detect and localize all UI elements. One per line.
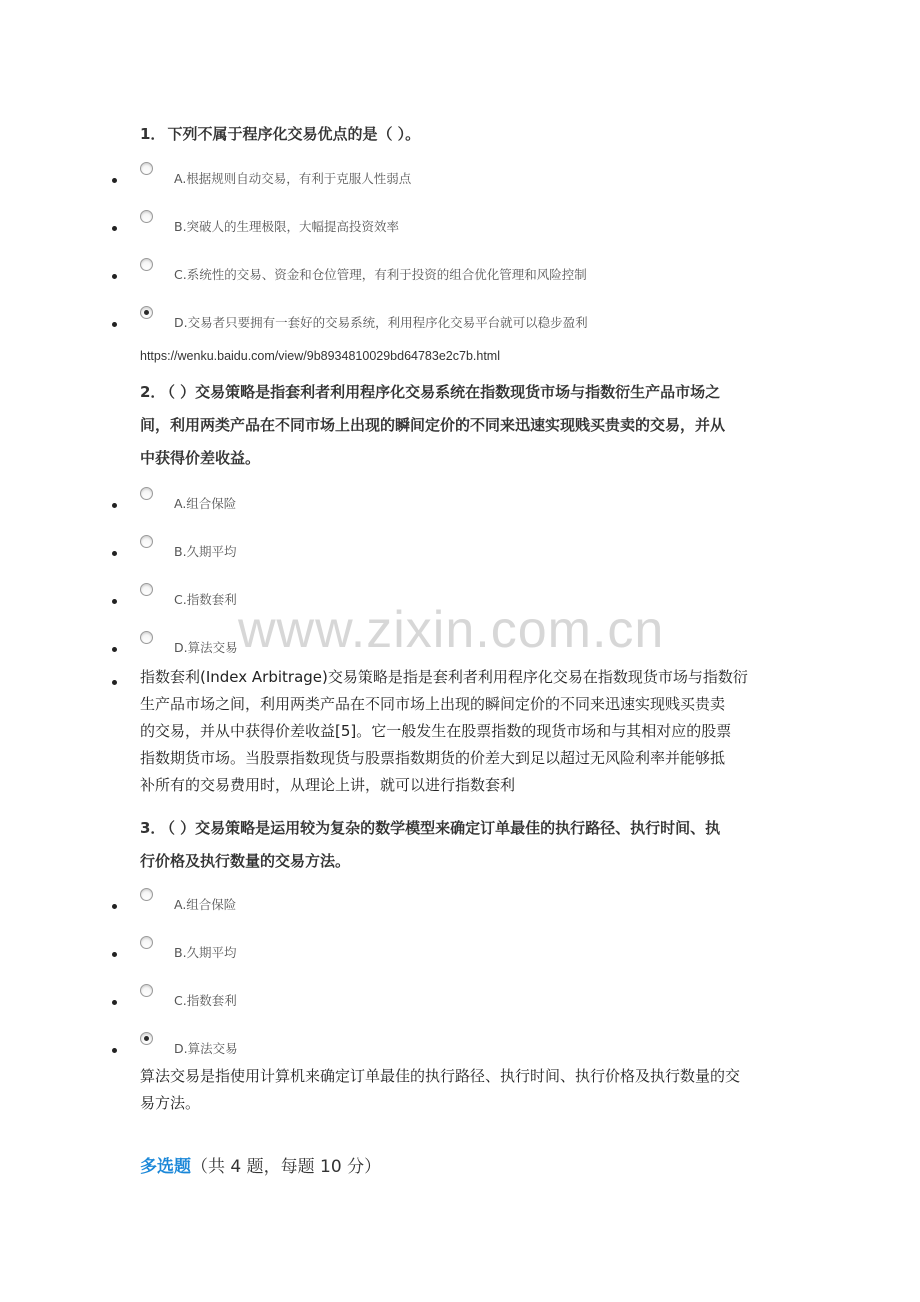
radio-button-checked[interactable] <box>140 1032 153 1045</box>
question-3-option-b[interactable] <box>0 936 920 966</box>
explanation-line: 生产品市场之间，利用两类产品在不同市场上出现的瞬间定价的不同来迅速实现贱买贵卖 <box>140 695 726 713</box>
explanation-line: 易方法。 <box>140 1094 201 1112</box>
bullet <box>112 551 117 556</box>
radio-button[interactable] <box>140 535 153 548</box>
bullet <box>112 274 117 279</box>
bullet <box>112 178 117 183</box>
question-3-option-c[interactable] <box>0 984 920 1014</box>
bullet <box>112 647 117 652</box>
option-label: B.久期平均 <box>174 544 237 559</box>
radio-button[interactable] <box>140 583 153 596</box>
option-label: B.突破人的生理极限，大幅提高投资效率 <box>174 219 400 234</box>
source-url[interactable]: https://wenku.baidu.com/view/9b8934810029bd64783e2c7b.html <box>140 349 500 363</box>
question-1-text: 下列不属于程序化交易优点的是（ ）。 <box>167 125 421 143</box>
bullet <box>112 503 117 508</box>
option-label: A.根据规则自动交易，有利于克服人性弱点 <box>174 171 412 186</box>
bullet <box>112 1048 117 1053</box>
bullet <box>112 1000 117 1005</box>
question-3-title <box>140 812 782 878</box>
radio-button[interactable] <box>140 162 153 175</box>
radio-button[interactable] <box>140 631 153 644</box>
bullet <box>112 680 117 685</box>
question-3-number: 3． <box>140 819 166 837</box>
explanation-line: 算法交易是指使用计算机来确定订单最佳的执行路径、执行时间、执行价格及执行数量的交 <box>140 1067 741 1085</box>
option-label: B.久期平均 <box>174 945 237 960</box>
option-label: D.算法交易 <box>174 640 238 655</box>
option-label: C.指数套利 <box>174 993 237 1008</box>
radio-button[interactable] <box>140 984 153 997</box>
section-heading-rest: （共 4 题，每题 10 分） <box>191 1157 382 1177</box>
question-2-option-a[interactable] <box>0 487 920 517</box>
option-label: C.系统性的交易、资金和仓位管理，有利于投资的组合优化管理和风险控制 <box>174 267 587 282</box>
bullet <box>112 599 117 604</box>
option-label: D.算法交易 <box>174 1041 238 1056</box>
radio-button[interactable] <box>140 210 153 223</box>
radio-button[interactable] <box>140 258 153 271</box>
bullet <box>112 952 117 957</box>
section-heading-highlight: 多选题 <box>140 1157 191 1177</box>
question-3-option-a[interactable] <box>0 888 920 918</box>
question-2-number: 2． <box>140 383 166 401</box>
question-1-option-b[interactable] <box>0 210 920 240</box>
option-label: D.交易者只要拥有一套好的交易系统，利用程序化交易平台就可以稳步盈利 <box>174 315 588 330</box>
question-1-option-a[interactable] <box>0 162 920 192</box>
option-label: C.指数套利 <box>174 592 237 607</box>
section-heading <box>140 1152 381 1177</box>
question-3-explanation <box>140 1063 780 1117</box>
radio-button-checked[interactable] <box>140 306 153 319</box>
question-2-explanation <box>140 664 780 799</box>
radio-button[interactable] <box>140 487 153 500</box>
question-3-line-1: （ ）交易策略是运用较为复杂的数学模型来确定订单最佳的执行路径、执行时间、执 <box>167 819 721 837</box>
bullet <box>112 904 117 909</box>
question-2-title <box>140 376 782 475</box>
explanation-line: 指数期货市场。当股票指数现货与股票指数期货的价差大到足以超过无风险利率并能够抵 <box>140 749 726 767</box>
option-label: A.组合保险 <box>174 897 237 912</box>
radio-button[interactable] <box>140 936 153 949</box>
watermark: www.zixin.com.cn <box>238 601 665 659</box>
question-3-line-2: 行价格及执行数量的交易方法。 <box>140 852 351 870</box>
question-2-line-2: 间，利用两类产品在不同市场上出现的瞬间定价的不同来迅速实现贱买贵卖的交易，并从 <box>140 416 726 434</box>
explanation-line: 补所有的交易费用时，从理论上讲，就可以进行指数套利 <box>140 776 516 794</box>
explanation-line: 的交易，并从中获得价差收益[5]。它一般发生在股票指数的现货市场和与其相对应的股票 <box>140 722 732 740</box>
question-1-title <box>140 118 782 151</box>
question-1-number: 1． <box>140 125 166 143</box>
question-2-line-3: 中获得价差收益。 <box>140 449 261 467</box>
question-3-option-d[interactable] <box>0 1032 920 1062</box>
bullet <box>112 226 117 231</box>
question-1-option-c[interactable] <box>0 258 920 288</box>
question-2-line-1: （ ）交易策略是指套利者利用程序化交易系统在指数现货市场与指数衍生产品市场之 <box>167 383 721 401</box>
question-1-option-d[interactable] <box>0 306 920 336</box>
radio-button[interactable] <box>140 888 153 901</box>
question-2-option-b[interactable] <box>0 535 920 565</box>
explanation-line: 指数套利(Index Arbitrage)交易策略是指是套利者利用程序化交易在指数现货市场与指数衍 <box>140 668 748 686</box>
bullet <box>112 322 117 327</box>
option-label: A.组合保险 <box>174 496 237 511</box>
